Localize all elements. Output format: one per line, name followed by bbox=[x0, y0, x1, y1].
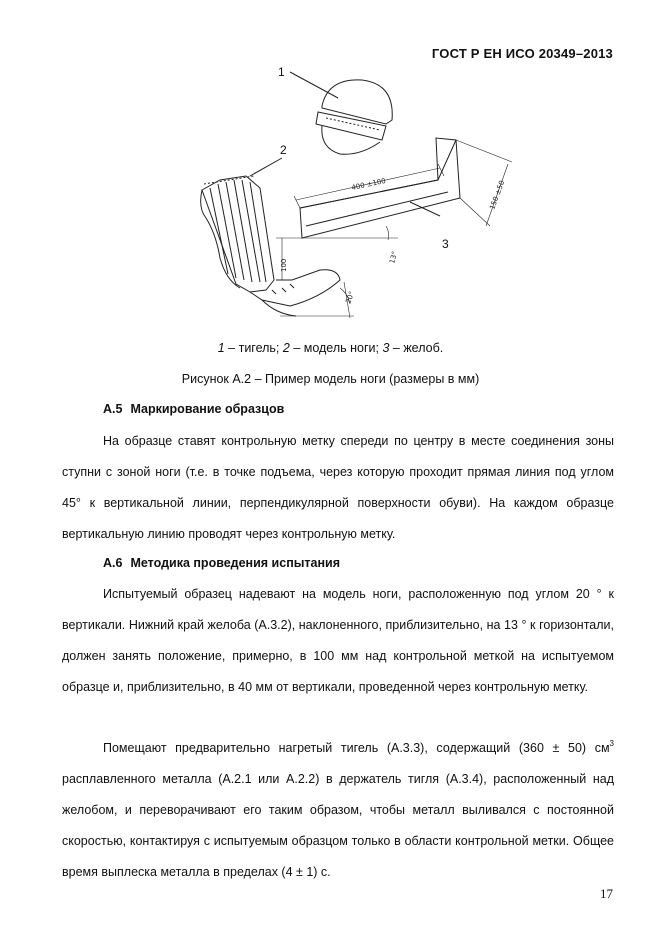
section-a6-paragraph-2: Помещают предварительно нагретый тигель (А.3.3), содержащий (360 ± 50) $см^3$ расплавленного металла (А.2.1 или А.2.2) в держатель тигля (А.3.4), расположенный над желобом, и переворачивают его таким образом, чтобы металл выливался с постоянной скоростью, контактируя с испытуемым образцом только в области контрольной метки. Общее время выплеска металла в пределах (4 ± 1) с. bbox=[62, 739, 614, 879]
dim-height: 100 bbox=[280, 258, 288, 272]
page-number: 17 bbox=[600, 886, 613, 901]
figure-legend: 1 – тигель; 2 – модель ноги; 3 – желоб. bbox=[217, 341, 444, 355]
section-a5-paragraph: На образце ставят контрольную метку спереди по центру в месте соединения зоны ступни с зоной ноги (т.е. в точке подъема, через которую проходит прямая линия под углом 45° к вертикальной линии, перпендикулярной поверхности обуви). На каждом образце вертикальную линию проводят через контрольную метку. bbox=[62, 434, 614, 541]
dim-angle-leg: 20° bbox=[344, 290, 357, 305]
section-a6-paragraph-1: Испытуемый образец надевают на модель ноги, расположенную под углом 20 ° к вертикали. Нижний край желоба (А.3.2), наклоненного, приблизительно, на 13 ° к горизонтали, должен занять положение, примерно, в 100 мм над контрольной меткой на испытуемом образце и, приблизительно, в 40 мм от вертикали, проведенной через контрольную метку. bbox=[62, 587, 614, 694]
figure-drawing bbox=[190, 58, 530, 328]
crucible-shape bbox=[322, 80, 392, 124]
document-header: ГОСТ Р ЕН ИСО 20349–2013 bbox=[431, 46, 613, 61]
figure-leg-model bbox=[190, 58, 530, 328]
dim-trough-length: 400 ±100 bbox=[350, 176, 387, 192]
dim-angle-trough: 13° bbox=[388, 250, 400, 265]
section-a5-heading: А.5 Маркирование образцов bbox=[103, 402, 285, 416]
trough-shape bbox=[300, 138, 460, 238]
label-2: 2 bbox=[280, 143, 287, 157]
leg-model-shape bbox=[201, 176, 340, 316]
section-a6-heading: А.6 Методика проведения испытания bbox=[103, 556, 341, 570]
dim-trough-side: 150 ±50 bbox=[488, 179, 507, 211]
label-3: 3 bbox=[442, 237, 449, 251]
label-1: 1 bbox=[278, 65, 285, 79]
figure-caption: Рисунок А.2 – Пример модель ноги (размеры в мм) bbox=[181, 372, 480, 386]
